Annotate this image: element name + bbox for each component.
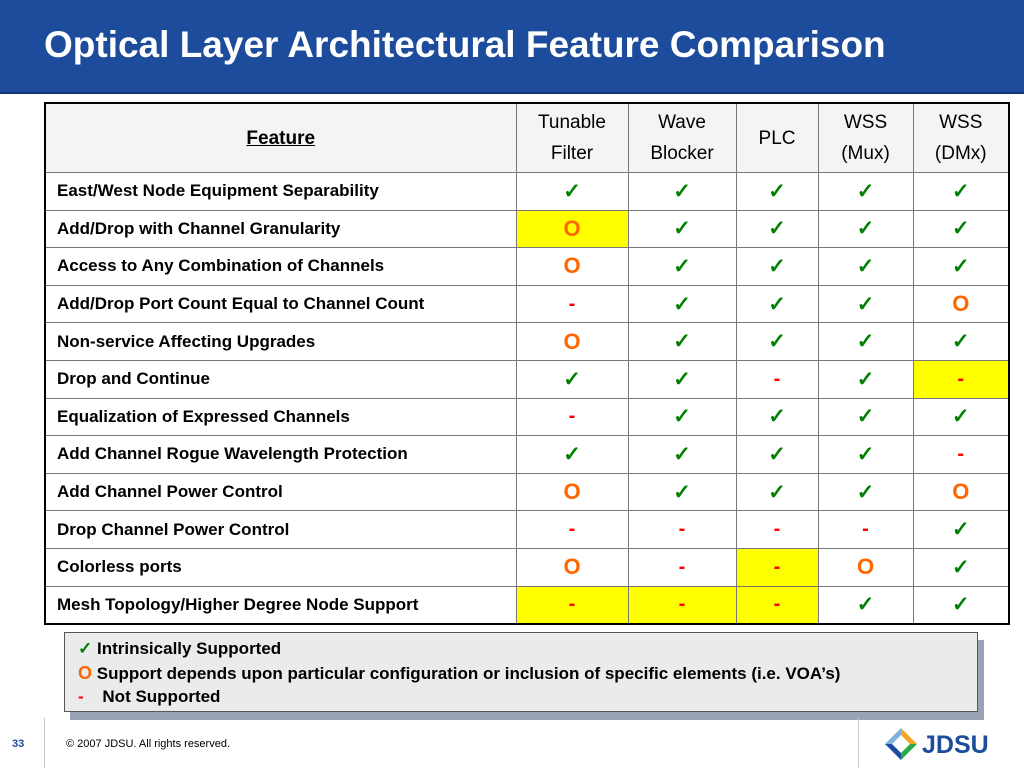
support-cell <box>913 436 1009 474</box>
jdsu-logo-icon <box>884 727 918 761</box>
support-cell <box>913 285 1009 323</box>
page-title: Optical Layer Architectural Feature Comparison <box>44 24 886 65</box>
check-icon: ✓ <box>768 179 786 203</box>
check-icon: ✓ <box>563 367 581 391</box>
wave-blocker-header-line: Wave <box>658 112 706 133</box>
dash-symbol: - <box>78 687 84 706</box>
jdsu-logo-text: JDSU <box>922 731 989 759</box>
support-cell <box>628 436 736 474</box>
check-icon: ✓ <box>673 254 691 278</box>
wss-mux-header <box>818 103 913 173</box>
dash-symbol: - <box>568 593 576 616</box>
plc-header-line: PLC <box>758 127 796 149</box>
legend-supported <box>78 639 281 659</box>
support-cell <box>516 173 628 211</box>
check-icon: ✓ <box>856 405 875 429</box>
tunable-filter-header-line: Tunable <box>538 112 606 133</box>
table-header-row <box>45 103 1009 173</box>
support-cell <box>913 548 1009 586</box>
wss-mux-header-line: WSS <box>843 112 888 133</box>
feature-header-line: Feature <box>246 127 316 149</box>
support-cell <box>628 398 736 436</box>
support-cell <box>913 473 1009 511</box>
circle-symbol: O <box>563 479 581 505</box>
check-icon: ✓ <box>768 292 786 316</box>
support-cell <box>818 511 913 549</box>
legend-supported-label: Intrinsically Supported <box>96 639 282 658</box>
dash-symbol: - <box>678 593 686 616</box>
legend-conditional <box>78 663 840 684</box>
dash-symbol: - <box>773 367 781 390</box>
feature-name: Mesh Topology/Higher Degree Node Support <box>45 586 516 624</box>
check-icon: ✓ <box>768 254 786 278</box>
check-icon: ✓ <box>768 442 786 466</box>
table-row <box>45 248 1009 286</box>
check-icon: ✓ <box>673 442 691 466</box>
support-cell <box>516 586 628 624</box>
feature-name: Non-service Affecting Upgrades <box>45 323 516 361</box>
tunable-filter-header <box>516 103 628 173</box>
circle-symbol: O <box>856 554 875 580</box>
support-cell <box>516 436 628 474</box>
circle-symbol: O <box>563 215 581 241</box>
check-icon: ✓ <box>673 405 691 429</box>
check-icon: ✓ <box>768 217 786 241</box>
page-number: 33 <box>12 738 25 750</box>
check-icon: ✓ <box>768 405 786 429</box>
check-icon: ✓ <box>78 639 93 658</box>
support-cell <box>628 548 736 586</box>
support-cell <box>736 248 818 286</box>
check-icon: ✓ <box>951 254 970 278</box>
table-row <box>45 548 1009 586</box>
check-icon: ✓ <box>856 254 875 278</box>
table-row <box>45 586 1009 624</box>
support-cell <box>628 360 736 398</box>
support-cell <box>818 248 913 286</box>
feature-name: Add/Drop with Channel Granularity <box>45 210 516 248</box>
feature-header <box>45 103 516 173</box>
support-cell <box>818 323 913 361</box>
support-cell <box>818 173 913 211</box>
support-cell <box>628 473 736 511</box>
table-row <box>45 436 1009 474</box>
support-cell <box>913 398 1009 436</box>
support-cell <box>736 548 818 586</box>
support-cell <box>913 360 1009 398</box>
table-row <box>45 473 1009 511</box>
support-cell <box>736 398 818 436</box>
tunable-filter-header-line: Filter <box>550 143 594 164</box>
feature-name: Add/Drop Port Count Equal to Channel Count <box>45 285 516 323</box>
check-icon: ✓ <box>951 330 970 354</box>
support-cell <box>516 511 628 549</box>
support-cell <box>736 360 818 398</box>
table-row <box>45 360 1009 398</box>
circle-symbol: O <box>78 663 93 683</box>
support-cell <box>913 173 1009 211</box>
dash-symbol: - <box>568 292 576 315</box>
legend-not-supported-label: Not Supported <box>102 687 221 706</box>
support-cell <box>516 473 628 511</box>
dash-symbol: - <box>957 367 965 390</box>
footer-divider-right <box>858 718 859 768</box>
feature-name: Access to Any Combination of Channels <box>45 248 516 286</box>
check-icon: ✓ <box>856 217 875 241</box>
table-row <box>45 285 1009 323</box>
check-icon: ✓ <box>951 555 970 579</box>
support-cell <box>516 210 628 248</box>
legend-not-supported <box>78 687 220 707</box>
check-icon: ✓ <box>856 480 875 504</box>
check-icon: ✓ <box>856 367 875 391</box>
check-icon: ✓ <box>768 480 786 504</box>
support-cell <box>913 586 1009 624</box>
plc-header <box>736 103 818 173</box>
wss-dmx-header-line: (DMx) <box>934 143 987 164</box>
table-row <box>45 173 1009 211</box>
feature-name: Equalization of Expressed Channels <box>45 398 516 436</box>
check-icon: ✓ <box>856 179 875 203</box>
support-cell <box>818 210 913 248</box>
support-cell <box>818 436 913 474</box>
support-cell <box>628 511 736 549</box>
check-icon: ✓ <box>673 480 691 504</box>
support-cell <box>818 548 913 586</box>
check-icon: ✓ <box>856 442 875 466</box>
check-icon: ✓ <box>673 367 691 391</box>
support-cell <box>818 398 913 436</box>
check-icon: ✓ <box>856 593 875 617</box>
feature-name: Add Channel Rogue Wavelength Protection <box>45 436 516 474</box>
support-cell <box>628 586 736 624</box>
support-cell <box>818 360 913 398</box>
copyright-text: © 2007 JDSU. All rights reserved. <box>66 738 231 750</box>
support-cell <box>628 210 736 248</box>
table-row <box>45 398 1009 436</box>
support-cell <box>818 473 913 511</box>
support-cell <box>736 323 818 361</box>
check-icon: ✓ <box>951 405 970 429</box>
table-row <box>45 323 1009 361</box>
dash-symbol: - <box>568 405 576 428</box>
support-cell <box>913 210 1009 248</box>
check-icon: ✓ <box>951 179 970 203</box>
check-icon: ✓ <box>951 593 970 617</box>
wss-dmx-header-line: WSS <box>939 112 983 133</box>
circle-symbol: O <box>952 479 970 505</box>
table-row <box>45 210 1009 248</box>
wave-blocker-header <box>628 103 736 173</box>
support-cell <box>736 473 818 511</box>
feature-name: Drop Channel Power Control <box>45 511 516 549</box>
support-cell <box>516 360 628 398</box>
wave-blocker-header-line: Blocker <box>650 143 714 164</box>
check-icon: ✓ <box>673 217 691 241</box>
dash-symbol: - <box>678 518 686 541</box>
check-icon: ✓ <box>951 518 970 542</box>
title-bar <box>0 0 1024 94</box>
circle-symbol: O <box>952 291 970 317</box>
footer-divider <box>44 718 45 768</box>
circle-symbol: O <box>563 554 581 580</box>
feature-name: Drop and Continue <box>45 360 516 398</box>
dash-symbol: - <box>773 593 781 616</box>
support-cell <box>913 248 1009 286</box>
check-icon: ✓ <box>856 292 875 316</box>
support-cell <box>736 511 818 549</box>
support-cell <box>818 285 913 323</box>
circle-symbol: O <box>563 328 581 354</box>
dash-symbol: - <box>773 555 781 578</box>
dash-symbol: - <box>568 518 576 541</box>
check-icon: ✓ <box>563 179 581 203</box>
table-body <box>45 173 1009 625</box>
check-icon: ✓ <box>563 442 581 466</box>
support-cell <box>628 248 736 286</box>
support-cell <box>736 173 818 211</box>
feature-name: East/West Node Equipment Separability <box>45 173 516 211</box>
support-cell <box>516 285 628 323</box>
legend-conditional-label: Support depends upon particular configuration or inclusion of specific elements (i.e. VOA’s) <box>96 664 841 683</box>
feature-comparison-table <box>44 102 1010 625</box>
wss-mux-header-line: (Mux) <box>841 143 890 164</box>
dash-symbol: - <box>773 518 781 541</box>
check-icon: ✓ <box>768 330 786 354</box>
support-cell <box>736 285 818 323</box>
check-icon: ✓ <box>951 217 970 241</box>
support-cell <box>516 323 628 361</box>
check-icon: ✓ <box>673 330 691 354</box>
support-cell <box>628 285 736 323</box>
support-cell <box>516 248 628 286</box>
support-cell <box>628 323 736 361</box>
support-cell <box>818 586 913 624</box>
feature-name: Add Channel Power Control <box>45 473 516 511</box>
legend-box <box>64 632 978 712</box>
support-cell <box>736 436 818 474</box>
support-cell <box>736 586 818 624</box>
check-icon: ✓ <box>856 330 875 354</box>
dash-symbol: - <box>957 442 965 465</box>
support-cell <box>736 210 818 248</box>
circle-symbol: O <box>563 253 581 279</box>
dash-symbol: - <box>678 555 686 578</box>
wss-dmx-header <box>913 103 1009 173</box>
support-cell <box>516 548 628 586</box>
support-cell <box>516 398 628 436</box>
dash-symbol: - <box>862 518 869 541</box>
check-icon: ✓ <box>673 179 691 203</box>
support-cell <box>913 511 1009 549</box>
check-icon: ✓ <box>673 292 691 316</box>
support-cell <box>913 323 1009 361</box>
table-row <box>45 511 1009 549</box>
support-cell <box>628 173 736 211</box>
feature-name: Colorless ports <box>45 548 516 586</box>
